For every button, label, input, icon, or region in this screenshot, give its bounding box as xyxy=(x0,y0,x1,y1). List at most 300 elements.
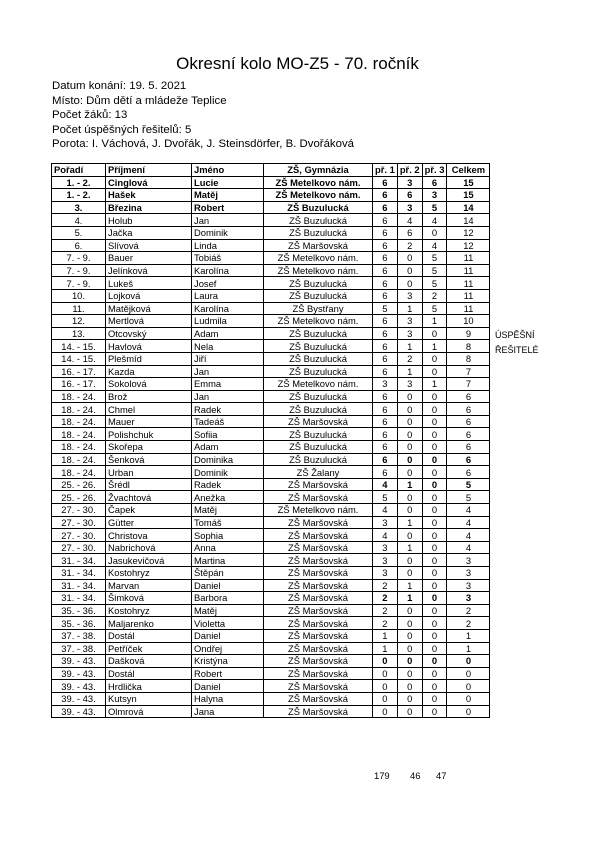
cell-school: ZŠ Maršovská xyxy=(264,680,373,693)
cell-surname: Chmel xyxy=(106,403,192,416)
cell-task-3: 3 xyxy=(422,189,447,202)
cell-firstname: Jana xyxy=(192,705,264,718)
cell-rank: 5. xyxy=(52,226,106,239)
cell-surname: Jelínková xyxy=(106,264,192,277)
cell-surname: Dašková xyxy=(106,655,192,668)
table-row xyxy=(52,302,490,315)
cell-rank: 18. - 24. xyxy=(52,441,106,454)
cell-task-1: 4 xyxy=(373,529,398,542)
cell-task-2: 0 xyxy=(397,252,422,265)
cell-task-1: 0 xyxy=(373,705,398,718)
cell-task-1: 6 xyxy=(373,428,398,441)
cell-rank: 11. xyxy=(52,302,106,315)
header-task-3: př. 3 xyxy=(422,164,447,177)
cell-firstname: Linda xyxy=(192,239,264,252)
cell-rank: 3. xyxy=(52,201,106,214)
cell-school: ZŠ Maršovská xyxy=(264,667,373,680)
cell-total: 7 xyxy=(447,365,490,378)
cell-total: 0 xyxy=(447,705,490,718)
cell-surname: Lojková xyxy=(106,289,192,302)
cell-task-2: 3 xyxy=(397,378,422,391)
cell-firstname: Tobiáš xyxy=(192,252,264,265)
cell-total: 4 xyxy=(447,529,490,542)
cell-task-1: 6 xyxy=(373,441,398,454)
cell-total: 11 xyxy=(447,289,490,302)
cell-total: 7 xyxy=(447,378,490,391)
cell-surname: Sokolová xyxy=(106,378,192,391)
cell-task-1: 6 xyxy=(373,390,398,403)
cell-task-3: 0 xyxy=(422,516,447,529)
cell-school: ZŠ Maršovská xyxy=(264,629,373,642)
cell-rank: 6. xyxy=(52,239,106,252)
cell-school: ZŠ Buzulucká xyxy=(264,403,373,416)
cell-school: ZŠ Maršovská xyxy=(264,415,373,428)
jury: Porota: I. Váchová, J. Dvořák, J. Steinsdörfer, B. Dvořáková xyxy=(52,138,354,151)
cell-total: 8 xyxy=(447,352,490,365)
cell-total: 6 xyxy=(447,441,490,454)
cell-task-3: 0 xyxy=(422,567,447,580)
cell-rank: 35. - 36. xyxy=(52,604,106,617)
table-row xyxy=(52,655,490,668)
cell-surname: Plešmíd xyxy=(106,352,192,365)
cell-school: ZŠ Buzulucká xyxy=(264,289,373,302)
cell-task-3: 1 xyxy=(422,340,447,353)
cell-total: 8 xyxy=(447,340,490,353)
cell-task-3: 2 xyxy=(422,289,447,302)
cell-task-3: 0 xyxy=(422,403,447,416)
cell-total: 9 xyxy=(447,327,490,340)
cell-total: 6 xyxy=(447,466,490,479)
cell-firstname: Jan xyxy=(192,365,264,378)
cell-task-1: 0 xyxy=(373,680,398,693)
cell-surname: Kostohryz xyxy=(106,567,192,580)
cell-school: ZŠ Buzulucká xyxy=(264,214,373,227)
cell-task-3: 0 xyxy=(422,617,447,630)
cell-firstname: Daniel xyxy=(192,680,264,693)
cell-task-2: 0 xyxy=(397,504,422,517)
cell-surname: Marvan xyxy=(106,579,192,592)
cell-rank: 1. - 2. xyxy=(52,189,106,202)
cell-task-3: 0 xyxy=(422,667,447,680)
cell-total: 2 xyxy=(447,604,490,617)
cell-task-3: 0 xyxy=(422,327,447,340)
cell-rank: 7. - 9. xyxy=(52,277,106,290)
cell-task-3: 0 xyxy=(422,554,447,567)
cell-surname: Kostohryz xyxy=(106,604,192,617)
table-row xyxy=(52,176,490,189)
cell-firstname: Radek xyxy=(192,403,264,416)
cell-surname: Maljarenko xyxy=(106,617,192,630)
cell-school: ZŠ Buzulucká xyxy=(264,453,373,466)
cell-task-1: 4 xyxy=(373,504,398,517)
cell-task-3: 0 xyxy=(422,642,447,655)
cell-surname: Šrédl xyxy=(106,478,192,491)
table-row xyxy=(52,692,490,705)
cell-rank: 14. - 15. xyxy=(52,340,106,353)
table-row xyxy=(52,277,490,290)
cell-school: ZŠ Buzulucká xyxy=(264,327,373,340)
cell-task-1: 6 xyxy=(373,252,398,265)
cell-rank: 7. - 9. xyxy=(52,252,106,265)
cell-school: ZŠ Metelkovo nám. xyxy=(264,378,373,391)
cell-surname: Skořepa xyxy=(106,441,192,454)
cell-task-1: 6 xyxy=(373,239,398,252)
table-row xyxy=(52,365,490,378)
cell-task-1: 3 xyxy=(373,567,398,580)
table-row xyxy=(52,441,490,454)
cell-school: ZŠ Maršovská xyxy=(264,541,373,554)
cell-firstname: Jiří xyxy=(192,352,264,365)
cell-task-1: 6 xyxy=(373,201,398,214)
cell-total: 0 xyxy=(447,692,490,705)
cell-surname: Kutsyn xyxy=(106,692,192,705)
cell-task-2: 0 xyxy=(397,466,422,479)
table-header-row xyxy=(52,164,490,177)
cell-task-2: 0 xyxy=(397,705,422,718)
cell-task-3: 5 xyxy=(422,264,447,277)
cell-rank: 25. - 26. xyxy=(52,491,106,504)
cell-task-2: 1 xyxy=(397,478,422,491)
total-task-1: 179 xyxy=(374,770,390,781)
cell-task-1: 2 xyxy=(373,617,398,630)
cell-task-2: 1 xyxy=(397,579,422,592)
cell-school: ZŠ Maršovská xyxy=(264,579,373,592)
header-task-2: př. 2 xyxy=(397,164,422,177)
table-row xyxy=(52,604,490,617)
cell-rank: 37. - 38. xyxy=(52,642,106,655)
cell-rank: 31. - 34. xyxy=(52,579,106,592)
cell-rank: 39. - 43. xyxy=(52,667,106,680)
cell-rank: 16. - 17. xyxy=(52,378,106,391)
cell-task-3: 0 xyxy=(422,680,447,693)
cell-task-1: 6 xyxy=(373,189,398,202)
cell-task-2: 0 xyxy=(397,567,422,580)
cell-task-2: 0 xyxy=(397,453,422,466)
cell-task-2: 0 xyxy=(397,554,422,567)
cell-surname: Christova xyxy=(106,529,192,542)
table-row xyxy=(52,201,490,214)
cell-firstname: Karolína xyxy=(192,264,264,277)
cell-total: 14 xyxy=(447,201,490,214)
cell-school: ZŠ Metelkovo nám. xyxy=(264,176,373,189)
cell-task-1: 6 xyxy=(373,264,398,277)
cell-task-3: 0 xyxy=(422,428,447,441)
event-place: Místo: Dům dětí a mládeže Teplice xyxy=(52,94,227,107)
cell-task-1: 6 xyxy=(373,403,398,416)
cell-rank: 35. - 36. xyxy=(52,617,106,630)
cell-total: 11 xyxy=(447,277,490,290)
cell-rank: 18. - 24. xyxy=(52,415,106,428)
cell-school: ZŠ Maršovská xyxy=(264,529,373,542)
cell-firstname: Barbora xyxy=(192,592,264,605)
cell-firstname: Robert xyxy=(192,201,264,214)
cell-rank: 10. xyxy=(52,289,106,302)
cell-firstname: Jan xyxy=(192,214,264,227)
cell-task-3: 0 xyxy=(422,604,447,617)
cell-school: ZŠ Buzulucká xyxy=(264,441,373,454)
cell-school: ZŠ Buzulucká xyxy=(264,226,373,239)
cell-task-1: 6 xyxy=(373,453,398,466)
cell-school: ZŠ Buzulucká xyxy=(264,201,373,214)
cell-task-1: 3 xyxy=(373,516,398,529)
cell-total: 6 xyxy=(447,403,490,416)
cell-school: ZŠ Maršovská xyxy=(264,655,373,668)
cell-task-2: 0 xyxy=(397,642,422,655)
cell-task-3: 0 xyxy=(422,629,447,642)
cell-total: 4 xyxy=(447,504,490,517)
cell-task-1: 6 xyxy=(373,340,398,353)
table-row xyxy=(52,289,490,302)
cell-surname: Cinglová xyxy=(106,176,192,189)
cell-firstname: Dominika xyxy=(192,453,264,466)
cell-task-1: 6 xyxy=(373,365,398,378)
successful-count: Počet úspěšných řešitelů: 5 xyxy=(52,123,192,136)
cell-rank: 31. - 34. xyxy=(52,567,106,580)
cell-school: ZŠ Metelkovo nám. xyxy=(264,264,373,277)
cell-school: ZŠ Metelkovo nám. xyxy=(264,189,373,202)
cell-task-3: 1 xyxy=(422,378,447,391)
cell-surname: Čapek xyxy=(106,504,192,517)
cell-firstname: Dominik xyxy=(192,226,264,239)
cell-rank: 27. - 30. xyxy=(52,516,106,529)
cell-firstname: Anežka xyxy=(192,491,264,504)
cell-total: 6 xyxy=(447,390,490,403)
cell-school: ZŠ Buzulucká xyxy=(264,352,373,365)
table-row xyxy=(52,378,490,391)
cell-task-3: 0 xyxy=(422,579,447,592)
cell-total: 0 xyxy=(447,655,490,668)
cell-firstname: Tomáš xyxy=(192,516,264,529)
cell-task-3: 0 xyxy=(422,491,447,504)
total-task-2: 46 xyxy=(410,770,421,781)
cell-task-1: 6 xyxy=(373,466,398,479)
cell-task-1: 0 xyxy=(373,667,398,680)
cell-surname: Gütter xyxy=(106,516,192,529)
total-task-3: 47 xyxy=(436,770,447,781)
table-row xyxy=(52,415,490,428)
cell-task-1: 2 xyxy=(373,604,398,617)
table-row xyxy=(52,352,490,365)
cell-firstname: Anna xyxy=(192,541,264,554)
header-task-1: př. 1 xyxy=(373,164,398,177)
cell-surname: Šenková xyxy=(106,453,192,466)
table-row xyxy=(52,466,490,479)
table-row xyxy=(52,327,490,340)
cell-task-2: 0 xyxy=(397,604,422,617)
cell-task-2: 1 xyxy=(397,541,422,554)
cell-task-2: 3 xyxy=(397,315,422,328)
cell-task-3: 0 xyxy=(422,352,447,365)
cell-task-1: 6 xyxy=(373,415,398,428)
cell-task-2: 0 xyxy=(397,680,422,693)
cell-school: ZŠ Buzulucká xyxy=(264,277,373,290)
table-row xyxy=(52,629,490,642)
table-row xyxy=(52,390,490,403)
cell-rank: 27. - 30. xyxy=(52,529,106,542)
cell-total: 5 xyxy=(447,478,490,491)
cell-firstname: Matěj xyxy=(192,604,264,617)
cell-total: 11 xyxy=(447,252,490,265)
event-date: Datum konání: 19. 5. 2021 xyxy=(52,80,187,92)
cell-task-3: 5 xyxy=(422,277,447,290)
cell-surname: Březina xyxy=(106,201,192,214)
cell-school: ZŠ Buzulucká xyxy=(264,340,373,353)
table-row xyxy=(52,315,490,328)
cell-task-3: 5 xyxy=(422,302,447,315)
cell-surname: Dostál xyxy=(106,629,192,642)
cell-firstname: Karolína xyxy=(192,302,264,315)
cell-school: ZŠ Buzulucká xyxy=(264,365,373,378)
cell-total: 0 xyxy=(447,667,490,680)
cell-task-1: 6 xyxy=(373,176,398,189)
cell-surname: Brož xyxy=(106,390,192,403)
cell-firstname: Laura xyxy=(192,289,264,302)
cell-surname: Hrdlička xyxy=(106,680,192,693)
table-row xyxy=(52,189,490,202)
cell-firstname: Radek xyxy=(192,478,264,491)
cell-surname: Mertlová xyxy=(106,315,192,328)
cell-task-3: 0 xyxy=(422,504,447,517)
cell-task-2: 0 xyxy=(397,491,422,504)
cell-rank: 18. - 24. xyxy=(52,453,106,466)
cell-task-1: 6 xyxy=(373,289,398,302)
cell-rank: 39. - 43. xyxy=(52,655,106,668)
cell-surname: Holub xyxy=(106,214,192,227)
cell-surname: Šimková xyxy=(106,592,192,605)
cell-task-3: 0 xyxy=(422,478,447,491)
cell-task-2: 0 xyxy=(397,692,422,705)
table-row xyxy=(52,705,490,718)
cell-task-3: 4 xyxy=(422,214,447,227)
table-row xyxy=(52,680,490,693)
cell-task-2: 0 xyxy=(397,629,422,642)
cell-task-2: 1 xyxy=(397,516,422,529)
cell-firstname: Martina xyxy=(192,554,264,567)
cell-surname: Žvachtová xyxy=(106,491,192,504)
cell-task-1: 5 xyxy=(373,491,398,504)
table-row xyxy=(52,226,490,239)
cell-total: 6 xyxy=(447,415,490,428)
header-total: Celkem xyxy=(447,164,490,177)
cell-rank: 37. - 38. xyxy=(52,629,106,642)
cell-task-3: 5 xyxy=(422,201,447,214)
cell-firstname: Robert xyxy=(192,667,264,680)
cell-firstname: Violetta xyxy=(192,617,264,630)
table-row xyxy=(52,554,490,567)
cell-total: 1 xyxy=(447,629,490,642)
cell-task-3: 5 xyxy=(422,252,447,265)
cell-school: ZŠ Metelkovo nám. xyxy=(264,315,373,328)
cell-surname: Kazda xyxy=(106,365,192,378)
cell-task-2: 0 xyxy=(397,403,422,416)
table-row xyxy=(52,214,490,227)
cell-rank: 1. - 2. xyxy=(52,176,106,189)
table-row xyxy=(52,340,490,353)
cell-task-1: 6 xyxy=(373,327,398,340)
cell-task-2: 0 xyxy=(397,415,422,428)
cell-task-1: 5 xyxy=(373,302,398,315)
cell-task-3: 6 xyxy=(422,176,447,189)
cell-task-3: 0 xyxy=(422,226,447,239)
cell-surname: Jačka xyxy=(106,226,192,239)
cell-task-1: 2 xyxy=(373,579,398,592)
cell-firstname: Matěj xyxy=(192,189,264,202)
cell-total: 1 xyxy=(447,642,490,655)
cell-task-1: 6 xyxy=(373,214,398,227)
cell-firstname: Tadeáš xyxy=(192,415,264,428)
cell-task-2: 0 xyxy=(397,441,422,454)
cell-task-3: 0 xyxy=(422,705,447,718)
cell-firstname: Adam xyxy=(192,441,264,454)
cell-task-2: 3 xyxy=(397,289,422,302)
cell-surname: Nabrichová xyxy=(106,541,192,554)
header-school: ZŠ, Gymnázia xyxy=(264,164,373,177)
cell-surname: Olmrová xyxy=(106,705,192,718)
cell-rank: 12. xyxy=(52,315,106,328)
cell-rank: 18. - 24. xyxy=(52,428,106,441)
cell-firstname: Matěj xyxy=(192,504,264,517)
table-row xyxy=(52,617,490,630)
cell-school: ZŠ Maršovská xyxy=(264,554,373,567)
table-row xyxy=(52,264,490,277)
cell-rank: 31. - 34. xyxy=(52,592,106,605)
cell-surname: Dostál xyxy=(106,667,192,680)
cell-rank: 27. - 30. xyxy=(52,541,106,554)
cell-total: 2 xyxy=(447,617,490,630)
cell-task-3: 0 xyxy=(422,541,447,554)
table-row xyxy=(52,567,490,580)
cell-surname: Jasukevičová xyxy=(106,554,192,567)
cell-rank: 25. - 26. xyxy=(52,478,106,491)
cell-task-2: 0 xyxy=(397,529,422,542)
cell-surname: Hašek xyxy=(106,189,192,202)
cell-school: ZŠ Buzulucká xyxy=(264,428,373,441)
cell-task-1: 3 xyxy=(373,554,398,567)
cell-total: 3 xyxy=(447,579,490,592)
cell-firstname: Nela xyxy=(192,340,264,353)
cell-firstname: Ondřej xyxy=(192,642,264,655)
results-table xyxy=(51,163,490,718)
cell-surname: Matějková xyxy=(106,302,192,315)
cell-task-2: 0 xyxy=(397,277,422,290)
cell-task-2: 0 xyxy=(397,390,422,403)
cell-school: ZŠ Maršovská xyxy=(264,705,373,718)
cell-total: 4 xyxy=(447,516,490,529)
page-title: Okresní kolo MO-Z5 - 70. ročník xyxy=(176,54,419,73)
cell-total: 5 xyxy=(447,491,490,504)
cell-firstname: Halyna xyxy=(192,692,264,705)
student-count: Počet žáků: 13 xyxy=(52,109,128,122)
cell-task-2: 0 xyxy=(397,667,422,680)
cell-total: 6 xyxy=(447,453,490,466)
cell-total: 14 xyxy=(447,214,490,227)
cell-school: ZŠ Maršovská xyxy=(264,478,373,491)
cell-task-3: 0 xyxy=(422,529,447,542)
cell-school: ZŠ Maršovská xyxy=(264,604,373,617)
cell-task-1: 0 xyxy=(373,655,398,668)
cell-rank: 39. - 43. xyxy=(52,705,106,718)
cell-task-3: 0 xyxy=(422,415,447,428)
table-row xyxy=(52,642,490,655)
cell-task-3: 0 xyxy=(422,592,447,605)
cell-task-1: 6 xyxy=(373,277,398,290)
cell-school: ZŠ Maršovská xyxy=(264,491,373,504)
cell-rank: 7. - 9. xyxy=(52,264,106,277)
cell-rank: 4. xyxy=(52,214,106,227)
table-row xyxy=(52,491,490,504)
cell-task-2: 1 xyxy=(397,365,422,378)
cell-task-2: 0 xyxy=(397,428,422,441)
